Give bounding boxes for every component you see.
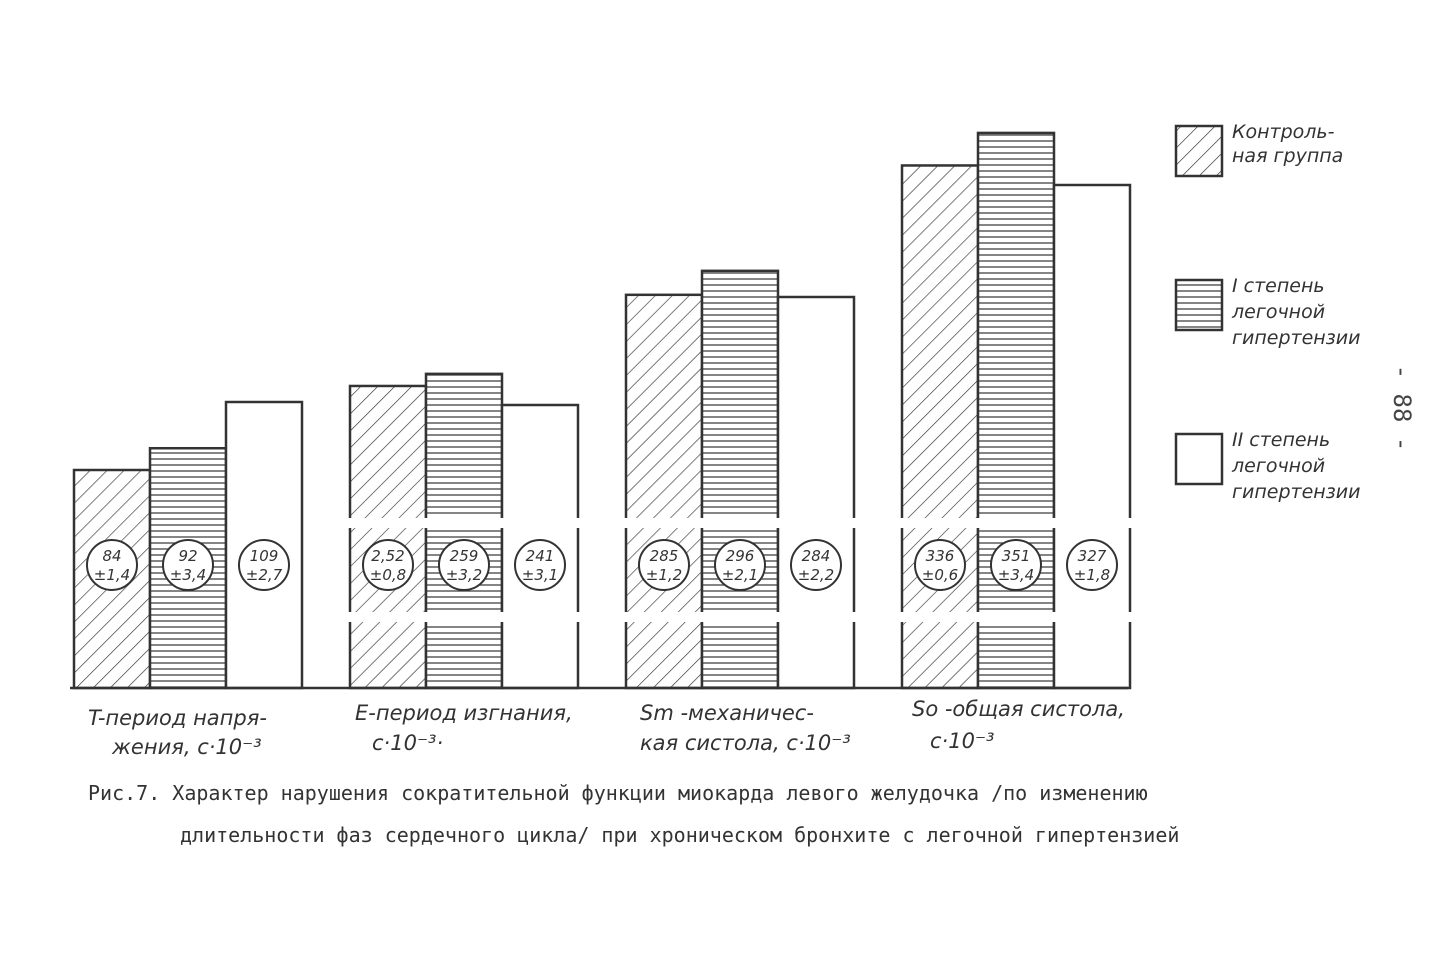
- value-marker-cat0-series0: [87, 540, 137, 590]
- data-label-value: 285: [649, 547, 679, 565]
- data-label-error: ±3,1: [521, 566, 559, 584]
- axis-break-cat1-0: [346, 518, 582, 528]
- axis-break-cat2-0: [622, 518, 858, 528]
- data-label-error: ±0,6: [921, 566, 959, 584]
- category-label-3-line1: So -общая систола,: [912, 697, 1125, 721]
- value-marker-cat1-series2: [515, 540, 565, 590]
- category-label-1: [355, 701, 573, 755]
- legend-label-degree-2-line3: гипертензии: [1232, 481, 1361, 503]
- data-label-value: 2,52: [371, 547, 405, 565]
- bars-layer: [74, 133, 1130, 688]
- bar-cat1-series1: [426, 374, 502, 688]
- data-label-value: 84: [102, 547, 122, 565]
- legend-label-degree-2-line2: легочной: [1232, 455, 1326, 477]
- value-marker-cat2-series2: [791, 540, 841, 590]
- legend-swatch-control: [1176, 126, 1222, 176]
- data-label-value: 336: [925, 547, 955, 565]
- value-marker-cat3-series0: [915, 540, 965, 590]
- value-marker-cat3-series2: [1067, 540, 1117, 590]
- data-label-value: 351: [1001, 547, 1031, 565]
- axis-break-cat2-1: [622, 612, 858, 622]
- data-label-error: ±3,2: [445, 566, 483, 584]
- axis-break-cat3-1: [898, 612, 1134, 622]
- bar-cat2-series0: [626, 295, 702, 688]
- category-label-3-line2: c·10⁻³: [930, 729, 995, 753]
- legend-item-degree-1: [1176, 275, 1360, 349]
- data-label-value: 92: [178, 547, 198, 565]
- category-label-0-line2: жения, c·10⁻³: [112, 735, 262, 759]
- data-label-error: ±3,4: [169, 566, 207, 584]
- data-label-value: 259: [449, 547, 479, 565]
- category-label-2: [640, 701, 851, 755]
- value-marker-cat1-series0: [363, 540, 413, 590]
- value-marker-cat0-series1: [163, 540, 213, 590]
- data-label-error: ±3,4: [997, 566, 1035, 584]
- bar-cat3-series1: [978, 133, 1054, 688]
- value-marker-cat1-series1: [439, 540, 489, 590]
- data-label-value: 284: [801, 547, 831, 565]
- value-marker-cat0-series2: [239, 540, 289, 590]
- bar-cat3-series0: [902, 165, 978, 688]
- legend-item-control: [1176, 121, 1343, 176]
- value-marker-cat3-series1: [991, 540, 1041, 590]
- bar-cat1-series0: [350, 386, 426, 688]
- legend-swatch-degree-2: [1176, 434, 1222, 484]
- legend: [1176, 121, 1360, 503]
- data-label-error: ±1,2: [645, 566, 683, 584]
- category-label-2-line1: Sm -механичес-: [640, 701, 814, 725]
- data-label-value: 241: [525, 547, 555, 565]
- figure-caption-line2: длительности фаз сердечного цикла/ при хроническом бронхите с легочной гипертензией: [180, 823, 1180, 847]
- category-label-2-line2: кая систола, c·10⁻³: [640, 731, 851, 755]
- data-label-value: 327: [1077, 547, 1107, 565]
- data-label-error: ±2,7: [245, 566, 283, 584]
- data-label-error: ±0,8: [369, 566, 407, 584]
- value-marker-cat2-series0: [639, 540, 689, 590]
- data-label-error: ±1,8: [1073, 566, 1111, 584]
- axis-break-cat3-0: [898, 518, 1134, 528]
- page-number: - 88 -: [1388, 364, 1416, 452]
- legend-label-control-line1: Контроль-: [1232, 121, 1335, 143]
- data-label-value: 296: [725, 547, 755, 565]
- category-label-3: [912, 697, 1125, 753]
- category-label-1-line2: c·10⁻³·: [372, 731, 444, 755]
- data-label-error: ±2,1: [721, 566, 759, 584]
- data-label-error: ±1,4: [93, 566, 131, 584]
- legend-label-degree-1-line3: гипертензии: [1232, 327, 1361, 349]
- bar-cat2-series1: [702, 271, 778, 688]
- figure-caption-line1: Рис.7. Характер нарушения сократительной функции миокарда левого желудочка /по изменению: [88, 781, 1148, 805]
- data-label-error: ±2,2: [797, 566, 835, 584]
- bar-cat2-series2: [778, 297, 854, 688]
- legend-label-degree-2-line1: II степень: [1232, 429, 1331, 451]
- value-marker-cat2-series1: [715, 540, 765, 590]
- data-label-value: 109: [249, 547, 279, 565]
- axis-break-cat1-1: [346, 612, 582, 622]
- legend-label-control-line2: ная группа: [1232, 145, 1344, 167]
- category-label-1-line1: E-период изгнания,: [355, 701, 573, 725]
- category-label-0: [88, 706, 267, 759]
- category-label-0-line1: T-период напря-: [88, 706, 267, 730]
- legend-swatch-degree-1: [1176, 280, 1222, 330]
- legend-label-degree-1-line2: легочной: [1232, 301, 1326, 323]
- legend-label-degree-1-line1: I степень: [1232, 275, 1325, 297]
- legend-item-degree-2: [1176, 429, 1360, 503]
